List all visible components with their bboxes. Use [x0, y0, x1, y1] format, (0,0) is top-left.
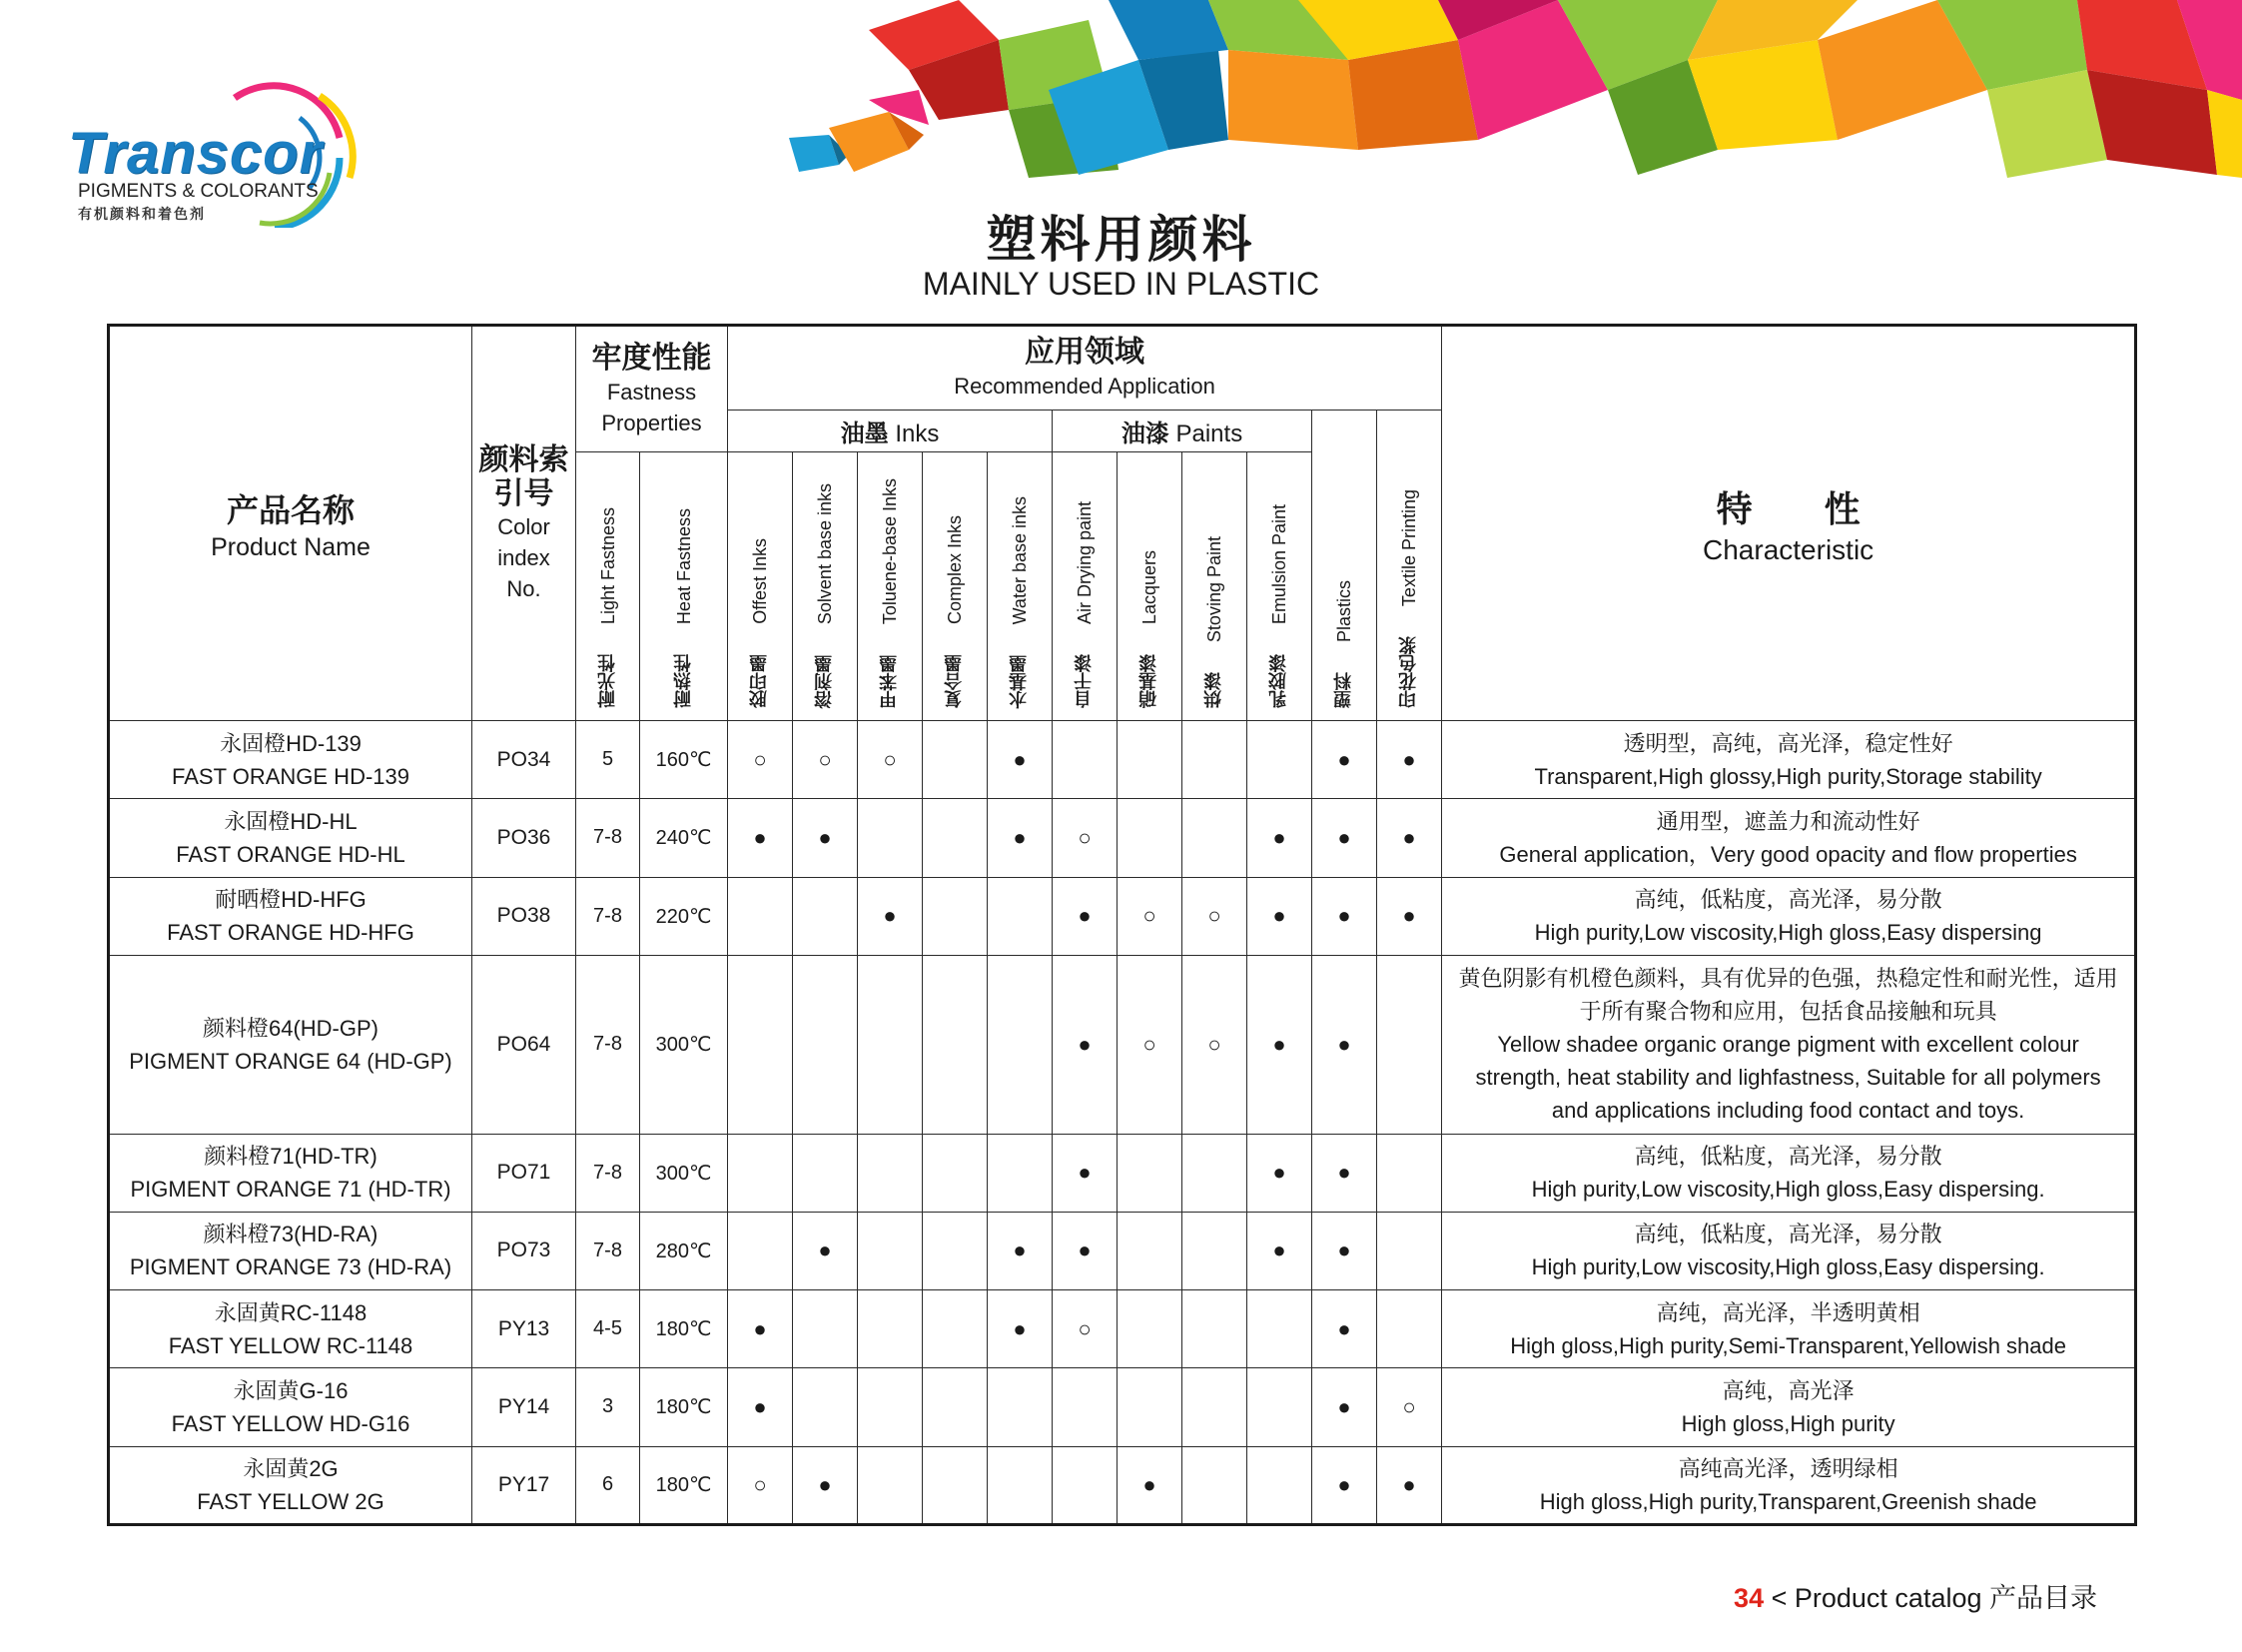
heat-fastness-cell: 180℃: [640, 1290, 728, 1368]
application-mark-cell: [1182, 1134, 1247, 1212]
application-mark-cell: [858, 955, 923, 1134]
application-mark-cell: ●: [728, 1290, 793, 1368]
application-mark-cell: ●: [1312, 1290, 1377, 1368]
application-mark-cell: [923, 1446, 988, 1524]
header-application-en: Recommended Application: [954, 374, 1215, 399]
page-number: 34: [1734, 1583, 1765, 1613]
header-characteristic-zh: 特 性: [1716, 487, 1861, 530]
application-mark-cell: ●: [988, 799, 1053, 877]
application-mark-cell: [923, 799, 988, 877]
application-mark-cell: ●: [1312, 1368, 1377, 1446]
column-header: [640, 452, 728, 721]
heat-fastness-cell: 280℃: [640, 1212, 728, 1289]
application-mark-cell: [793, 1368, 858, 1446]
header-inks: [728, 411, 1053, 452]
product-name-zh: 颜料橙64(HD-GP): [202, 1015, 378, 1041]
application-mark-cell: ○: [793, 721, 858, 799]
header-characteristic-en: Characteristic: [1703, 533, 1874, 565]
product-name-cell: [109, 955, 472, 1134]
header-ci-en-3: No.: [506, 575, 541, 601]
product-name-zh: 耐晒橙HD-HFG: [215, 887, 367, 913]
application-mark-cell: [988, 877, 1053, 955]
table-row: [109, 1134, 2136, 1212]
color-index-cell: PO38: [472, 877, 576, 955]
header-product-name: [109, 326, 472, 721]
application-mark-cell: ●: [1247, 1212, 1312, 1289]
heat-fastness-cell: 240℃: [640, 799, 728, 877]
application-mark-cell: [923, 1290, 988, 1368]
logo-tagline-en: PIGMENTS & COLORANTS: [78, 181, 319, 202]
product-name-en: PIGMENT ORANGE 64 (HD-GP): [129, 1048, 452, 1074]
light-fastness-cell: 7-8: [576, 877, 640, 955]
application-mark-cell: [858, 799, 923, 877]
characteristic-zh: 透明型，高纯，高光泽，稳定性好: [1623, 730, 1953, 756]
product-name-zh: 永固黄G-16: [233, 1377, 349, 1403]
column-header-en: Offest Inks: [750, 538, 770, 624]
characteristic-en: Transparent,High glossy,High purity,Storage stability: [1534, 763, 2042, 789]
header-inks-en: Inks: [895, 420, 940, 447]
application-mark-cell: [1118, 721, 1182, 799]
header-characteristic: [1442, 326, 2136, 721]
header-application: [728, 326, 1442, 411]
application-mark-cell: ○: [1377, 1368, 1442, 1446]
table-row: [109, 1446, 2136, 1524]
characteristic-en: High purity,Low viscosity,High gloss,Easy dispersing.: [1531, 1177, 2045, 1203]
application-mark-cell: [858, 1446, 923, 1524]
column-header-en: Stoving Paint: [1204, 535, 1224, 642]
characteristic-cell: [1442, 799, 2136, 877]
table-row: [109, 877, 2136, 955]
application-mark-cell: ●: [1053, 1134, 1118, 1212]
application-mark-cell: [1053, 721, 1118, 799]
application-mark-cell: ○: [728, 1446, 793, 1524]
color-index-cell: PY14: [472, 1368, 576, 1446]
application-mark-cell: ●: [1377, 799, 1442, 877]
application-mark-cell: [793, 1290, 858, 1368]
table-row: [109, 1290, 2136, 1368]
heat-fastness-cell: 180℃: [640, 1368, 728, 1446]
header-color-index: [472, 326, 576, 721]
application-mark-cell: ●: [1053, 877, 1118, 955]
characteristic-cell: [1442, 1368, 2136, 1446]
logo-wordmark: Transcor: [68, 121, 324, 186]
application-mark-cell: [923, 955, 988, 1134]
color-index-cell: PY17: [472, 1446, 576, 1524]
column-header-en: Air Drying paint: [1075, 500, 1095, 624]
column-header-en: Lacquers: [1139, 549, 1159, 624]
column-header: [1182, 452, 1247, 721]
header-product-name-zh: 产品名称: [226, 490, 355, 529]
table-row: [109, 955, 2136, 1134]
characteristic-en: High purity,Low viscosity,High gloss,Easy dispersing.: [1531, 1254, 2045, 1280]
page-title: 塑料用颜料: [986, 210, 1256, 269]
header-fastness-en-1: Fastness: [606, 379, 697, 405]
column-header: [1118, 452, 1182, 721]
application-mark-cell: [858, 1368, 923, 1446]
color-index-cell: PO73: [472, 1212, 576, 1289]
product-name-zh: 永固黄2G: [243, 1455, 339, 1481]
product-name-cell: [109, 1446, 472, 1524]
product-name-en: FAST ORANGE HD-139: [172, 763, 409, 789]
application-mark-cell: [1182, 1290, 1247, 1368]
application-mark-cell: [728, 877, 793, 955]
column-header-en: Emulsion Paint: [1269, 503, 1289, 624]
column-header: [988, 452, 1053, 721]
column-header: [858, 452, 923, 721]
colorful-cubes-banner: [759, 0, 2242, 180]
characteristic-zh: 通用型，遮盖力和流动性好: [1656, 808, 1920, 834]
application-mark-cell: ●: [1312, 1212, 1377, 1289]
table-row: [109, 1368, 2136, 1446]
application-mark-cell: [988, 1446, 1053, 1524]
application-mark-cell: [988, 1368, 1053, 1446]
application-mark-cell: [1118, 799, 1182, 877]
product-name-en: FAST YELLOW RC-1148: [168, 1332, 413, 1358]
light-fastness-cell: 7-8: [576, 799, 640, 877]
application-mark-cell: [858, 1290, 923, 1368]
column-header-zh: 耐光性: [596, 654, 618, 708]
application-mark-cell: [1053, 1368, 1118, 1446]
column-header-zh: 耐热性: [672, 654, 694, 708]
product-name-zh: 永固黄RC-1148: [214, 1299, 368, 1325]
column-header-en: Water base inks: [1010, 495, 1030, 624]
characteristic-cell: [1442, 877, 2136, 955]
column-header-zh: 自干漆: [1074, 654, 1095, 708]
characteristic-cell: [1442, 721, 2136, 799]
column-header-zh: 印花色浆: [1398, 636, 1420, 708]
application-mark-cell: ●: [1247, 877, 1312, 955]
heat-fastness-cell: 300℃: [640, 1134, 728, 1212]
light-fastness-cell: 7-8: [576, 1212, 640, 1289]
pigment-table: [107, 324, 2137, 1526]
application-mark-cell: [1182, 1212, 1247, 1289]
application-mark-cell: [1053, 1446, 1118, 1524]
header-ci-zh: 颜料索引号: [478, 441, 569, 511]
application-mark-cell: ●: [1312, 1446, 1377, 1524]
characteristic-cell: [1442, 1446, 2136, 1524]
application-mark-cell: ●: [793, 1212, 858, 1289]
table-row: [109, 799, 2136, 877]
characteristic-zh: 高纯，高光泽，半透明黄相: [1656, 1299, 1920, 1325]
characteristic-cell: [1442, 955, 2136, 1134]
product-name-en: FAST ORANGE HD-HFG: [167, 920, 414, 946]
header-paints-zh: 油漆: [1121, 418, 1169, 447]
application-mark-cell: ●: [1312, 1134, 1377, 1212]
page-subtitle: MAINLY USED IN PLASTIC: [922, 266, 1320, 302]
color-index-cell: PO34: [472, 721, 576, 799]
characteristic-zh: 高纯，低粘度，高光泽，易分散: [1634, 1144, 1942, 1170]
application-mark-cell: [988, 1134, 1053, 1212]
color-index-cell: PO71: [472, 1134, 576, 1212]
header-inks-zh: 油墨: [840, 418, 889, 447]
application-mark-cell: ●: [858, 877, 923, 955]
light-fastness-cell: 4-5: [576, 1290, 640, 1368]
header-paints-en: Paints: [1175, 420, 1243, 447]
application-mark-cell: ●: [1312, 721, 1377, 799]
characteristic-cell: [1442, 1134, 2136, 1212]
application-mark-cell: ●: [988, 721, 1053, 799]
product-name-cell: [109, 877, 472, 955]
application-mark-cell: ●: [1377, 877, 1442, 955]
column-header-zh: 塑料: [1333, 672, 1354, 708]
application-mark-cell: [1118, 1134, 1182, 1212]
column-header: [1377, 411, 1442, 721]
product-name-zh: 永固橙HD-139: [220, 730, 362, 756]
application-mark-cell: [923, 1134, 988, 1212]
column-header: [923, 452, 988, 721]
product-name-cell: [109, 1212, 472, 1289]
application-mark-cell: [793, 877, 858, 955]
column-header-zh: 胶印墨: [749, 654, 770, 708]
column-header: [728, 452, 793, 721]
product-name-en: FAST ORANGE HD-HL: [176, 841, 405, 867]
characteristic-zh: 高纯，低粘度，高光泽，易分散: [1634, 887, 1942, 913]
column-header-zh: 甲苯墨: [879, 654, 900, 708]
characteristic-en: High gloss,High purity: [1681, 1410, 1895, 1436]
characteristic-cell: [1442, 1212, 2136, 1289]
application-mark-cell: ●: [1377, 721, 1442, 799]
application-mark-cell: [793, 955, 858, 1134]
heat-fastness-cell: 220℃: [640, 877, 728, 955]
application-mark-cell: [923, 1368, 988, 1446]
column-header-en: Heat Fastness: [673, 507, 694, 624]
product-name-cell: [109, 1134, 472, 1212]
application-mark-cell: [1377, 1290, 1442, 1368]
application-mark-cell: ●: [988, 1212, 1053, 1289]
logo-tagline-zh: 有机颜料和着色剂: [78, 206, 206, 222]
header-fastness-en-2: Properties: [601, 410, 702, 435]
characteristic-en: General application，Very good opacity and flow properties: [1499, 841, 2077, 867]
application-mark-cell: [1377, 1134, 1442, 1212]
heat-fastness-cell: 180℃: [640, 1446, 728, 1524]
column-header-zh: 烘漆: [1203, 672, 1224, 708]
column-header-en: Solvent base inks: [815, 482, 835, 624]
table-row: [109, 1212, 2136, 1289]
application-mark-cell: ●: [728, 799, 793, 877]
application-mark-cell: ○: [858, 721, 923, 799]
characteristic-zh: 黄色阴影有机橙色颜料，具有优异的色强，热稳定性和耐光性，适用于所有聚合物和应用，包括食品接触和玩具: [1458, 966, 2118, 1025]
application-mark-cell: [728, 955, 793, 1134]
column-header: [576, 452, 640, 721]
light-fastness-cell: 7-8: [576, 955, 640, 1134]
application-mark-cell: ●: [1247, 955, 1312, 1134]
characteristic-zh: 高纯高光泽，透明绿相: [1678, 1455, 1898, 1481]
light-fastness-cell: 3: [576, 1368, 640, 1446]
column-header-zh: 水基墨: [1009, 654, 1030, 708]
characteristic-cell: [1442, 1290, 2136, 1368]
header-ci-en-2: index: [497, 544, 550, 570]
product-name-cell: [109, 1368, 472, 1446]
application-mark-cell: [1118, 1212, 1182, 1289]
application-mark-cell: [728, 1134, 793, 1212]
application-mark-cell: [1118, 1368, 1182, 1446]
application-mark-cell: ●: [1118, 1446, 1182, 1524]
application-mark-cell: ●: [1312, 799, 1377, 877]
column-header: [1312, 411, 1377, 721]
application-mark-cell: ●: [1312, 955, 1377, 1134]
application-mark-cell: [1182, 799, 1247, 877]
header-fastness: [576, 326, 728, 452]
application-mark-cell: [1182, 721, 1247, 799]
application-mark-cell: [793, 1134, 858, 1212]
characteristic-en: High purity,Low viscosity,High gloss,Easy dispersing: [1534, 920, 2042, 946]
application-mark-cell: ○: [728, 721, 793, 799]
product-name-cell: [109, 1290, 472, 1368]
column-header-zh: 复合墨: [944, 654, 965, 708]
product-name-en: PIGMENT ORANGE 71 (HD-TR): [130, 1177, 451, 1203]
column-header: [1053, 452, 1118, 721]
application-mark-cell: [1182, 1446, 1247, 1524]
light-fastness-cell: 5: [576, 721, 640, 799]
heat-fastness-cell: 160℃: [640, 721, 728, 799]
table-row: [109, 721, 2136, 799]
application-mark-cell: ●: [988, 1290, 1053, 1368]
column-header: [1247, 452, 1312, 721]
column-header-zh: 乳胶漆: [1268, 654, 1289, 708]
product-name-en: FAST YELLOW 2G: [197, 1488, 384, 1514]
characteristic-zh: 高纯，低粘度，高光泽，易分散: [1634, 1222, 1942, 1247]
application-mark-cell: [1247, 1290, 1312, 1368]
application-mark-cell: ○: [1053, 799, 1118, 877]
header-paints: [1053, 411, 1312, 452]
application-mark-cell: ●: [1053, 1212, 1118, 1289]
page-header: [0, 0, 2242, 222]
column-header-en: Toluene-base Inks: [880, 477, 900, 624]
header-product-name-en: Product Name: [211, 532, 371, 561]
application-mark-cell: [1377, 1212, 1442, 1289]
application-mark-cell: [1247, 721, 1312, 799]
product-name-cell: [109, 799, 472, 877]
application-mark-cell: ○: [1118, 877, 1182, 955]
application-mark-cell: [728, 1212, 793, 1289]
footer-text: < Product catalog 产品目录: [1771, 1583, 2097, 1613]
application-mark-cell: [923, 721, 988, 799]
header-ci-en-1: Color: [497, 513, 550, 539]
application-mark-cell: ●: [728, 1368, 793, 1446]
column-header-en: Light Fastness: [597, 506, 618, 624]
application-mark-cell: [858, 1212, 923, 1289]
characteristic-en: Yellow shadee organic orange pigment with excellent colour strength, heat stability and lighfastness, Suitable for all polymers and applications including food contact and toys.: [1475, 1032, 2101, 1124]
application-mark-cell: ○: [1053, 1290, 1118, 1368]
light-fastness-cell: 7-8: [576, 1134, 640, 1212]
product-name-en: FAST YELLOW HD-G16: [171, 1410, 410, 1436]
column-header-en: Complex Inks: [945, 514, 965, 624]
column-header-zh: 硝基漆: [1138, 654, 1159, 708]
header-fastness-zh: 牢度性能: [591, 340, 712, 376]
application-mark-cell: ●: [1312, 877, 1377, 955]
characteristic-en: High gloss,High purity,Transparent,Greenish shade: [1539, 1488, 2037, 1514]
color-index-cell: PO64: [472, 955, 576, 1134]
application-mark-cell: ○: [1182, 877, 1247, 955]
characteristic-en: High gloss,High purity,Semi-Transparent,Yellowish shade: [1510, 1332, 2066, 1358]
page-footer: [1734, 1576, 2097, 1615]
application-mark-cell: ●: [1247, 1134, 1312, 1212]
column-header-zh: 溶剂墨: [814, 654, 835, 708]
product-name-zh: 颜料橙71(HD-TR): [204, 1144, 377, 1170]
product-name-en: PIGMENT ORANGE 73 (HD-RA): [129, 1254, 452, 1280]
characteristic-zh: 高纯，高光泽: [1722, 1377, 1855, 1403]
application-mark-cell: ●: [793, 799, 858, 877]
application-mark-cell: [988, 955, 1053, 1134]
application-mark-cell: ●: [1053, 955, 1118, 1134]
application-mark-cell: [1182, 1368, 1247, 1446]
application-mark-cell: [858, 1134, 923, 1212]
column-header: [793, 452, 858, 721]
application-mark-cell: [1377, 955, 1442, 1134]
application-mark-cell: [1118, 1290, 1182, 1368]
color-index-cell: PY13: [472, 1290, 576, 1368]
application-mark-cell: ○: [1118, 955, 1182, 1134]
color-index-cell: PO36: [472, 799, 576, 877]
column-header-en: Textile Printing: [1399, 488, 1420, 606]
application-mark-cell: [923, 877, 988, 955]
application-mark-cell: ●: [793, 1446, 858, 1524]
application-mark-cell: ○: [1182, 955, 1247, 1134]
light-fastness-cell: 6: [576, 1446, 640, 1524]
application-mark-cell: [1247, 1368, 1312, 1446]
product-name-cell: [109, 721, 472, 799]
application-mark-cell: [1247, 1446, 1312, 1524]
heat-fastness-cell: 300℃: [640, 955, 728, 1134]
application-mark-cell: ●: [1247, 799, 1312, 877]
application-mark-cell: [923, 1212, 988, 1289]
product-name-zh: 颜料橙73(HD-RA): [203, 1222, 378, 1247]
application-mark-cell: ●: [1377, 1446, 1442, 1524]
header-application-zh: 应用领域: [1025, 335, 1145, 370]
column-header-en: Plastics: [1334, 579, 1354, 642]
product-name-zh: 永固橙HD-HL: [224, 808, 358, 834]
